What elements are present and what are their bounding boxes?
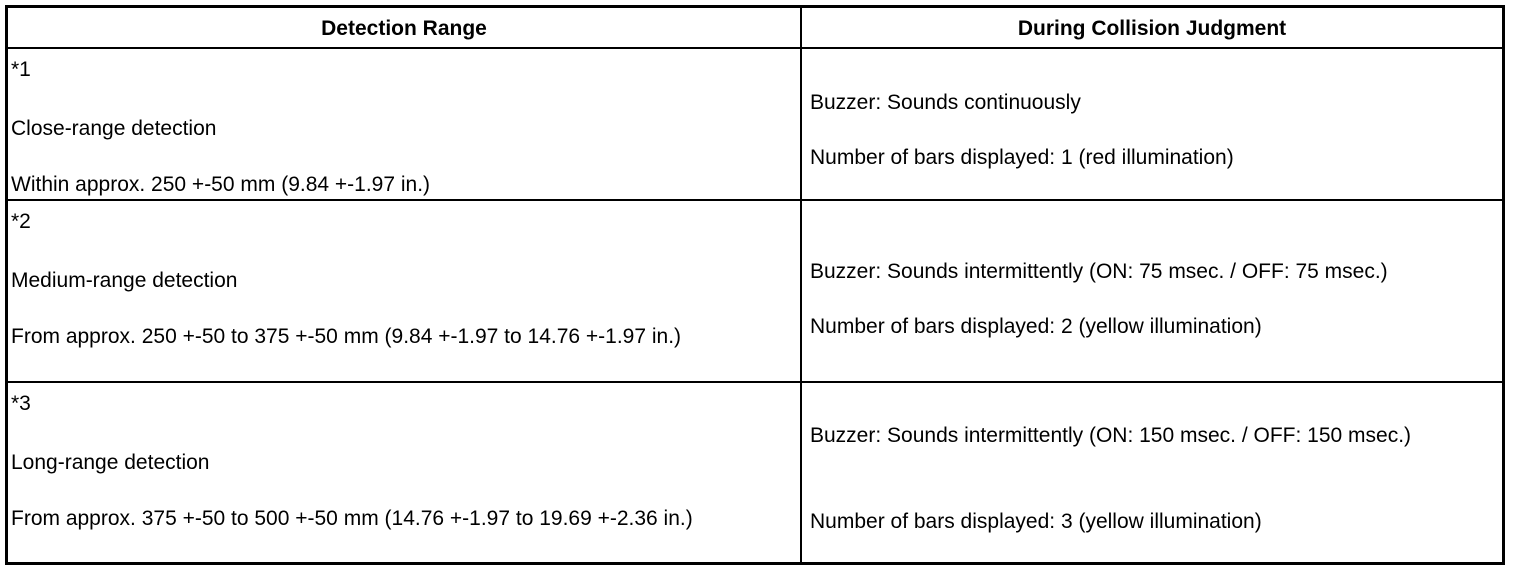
buzzer-text: Buzzer: Sounds intermittently (ON: 150 msec. / OFF: 150 msec.) [810, 424, 1412, 447]
collision-judgment-cell [802, 201, 1502, 381]
header-detection-range: Detection Range [8, 8, 802, 47]
buzzer-text: Buzzer: Sounds intermittently (ON: 75 msec. / OFF: 75 msec.) [810, 260, 1388, 283]
detection-range-cell [8, 201, 802, 381]
row-mark: *3 [11, 392, 31, 415]
table-row [8, 49, 1502, 201]
header-collision-judgment: During Collision Judgment [1017, 17, 1287, 40]
collision-judgment-cell [802, 383, 1502, 562]
table-header-row [8, 8, 1502, 49]
table-row [8, 383, 1502, 562]
bars-text: Number of bars displayed: 1 (red illumination) [810, 146, 1234, 169]
detection-range-cell [8, 49, 802, 199]
collision-judgment-cell [802, 49, 1502, 199]
range-detail: From approx. 375 +-50 to 500 +-50 mm (14.76 +-1.97 to 19.69 +-2.36 in.) [11, 507, 693, 530]
range-detail: Within approx. 250 +-50 mm (9.84 +-1.97 in.) [11, 173, 431, 196]
row-mark: *2 [11, 210, 31, 233]
row-mark: *1 [11, 58, 31, 81]
bars-text: Number of bars displayed: 2 (yellow illumination) [810, 315, 1262, 338]
range-name: Close-range detection [11, 117, 217, 140]
range-name: Medium-range detection [11, 269, 238, 292]
table-row [8, 201, 1502, 383]
buzzer-text: Buzzer: Sounds continuously [810, 91, 1081, 114]
bars-text: Number of bars displayed: 3 (yellow illumination) [810, 510, 1262, 533]
detection-table [5, 5, 1505, 565]
detection-range-cell [8, 383, 802, 562]
range-detail: From approx. 250 +-50 to 375 +-50 mm (9.84 +-1.97 to 14.76 +-1.97 in.) [11, 325, 682, 348]
range-name: Long-range detection [11, 451, 210, 474]
